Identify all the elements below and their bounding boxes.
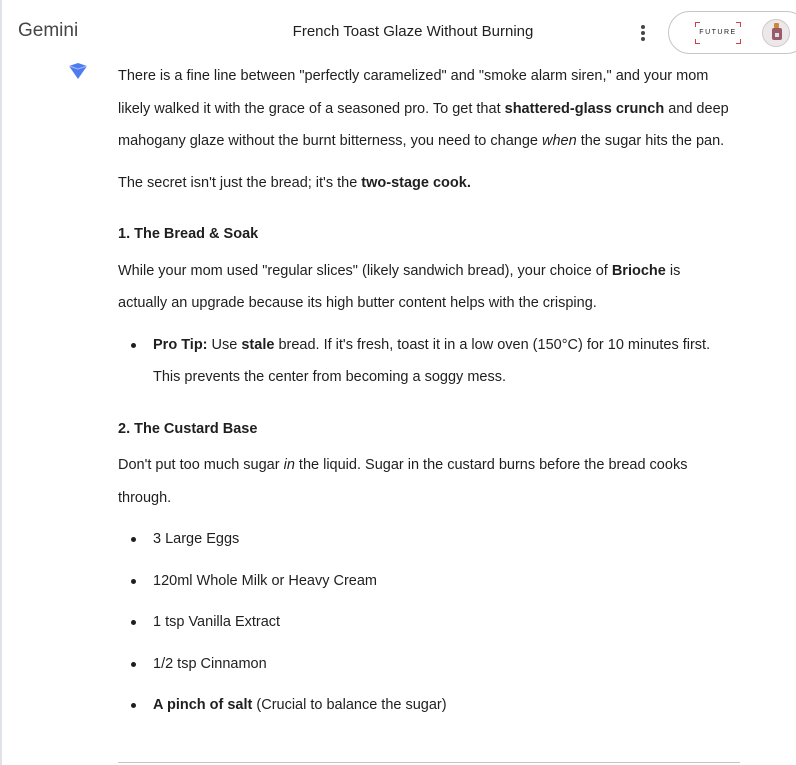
section-heading-custard: 2. The Custard Base xyxy=(118,420,258,437)
gemini-spark-icon xyxy=(68,62,88,80)
ingredient-item: 1/2 tsp Cinnamon xyxy=(118,648,730,681)
ingredient-item: 1 tsp Vanilla Extract xyxy=(118,606,730,639)
pro-tip-item: Pro Tip: Use stale bread. If it's fresh, toast it in a low oven (150°C) for 10 minutes first. This prevents the center from becoming a soggy mess. xyxy=(118,329,730,394)
bread-paragraph: While your mom used "regular slices" (likely sandwich bread), your choice of Brioche is actually an upgrade because its high butter content helps with the crisping. xyxy=(118,262,681,311)
account-switcher[interactable] xyxy=(668,11,796,54)
user-avatar-icon[interactable] xyxy=(762,19,790,47)
response-body xyxy=(118,60,730,722)
left-rail xyxy=(0,0,2,765)
custard-paragraph: Don't put too much sugar in the liquid. Sugar in the custard burns before the bread cooks through. xyxy=(118,457,688,506)
more-vert-icon[interactable] xyxy=(633,22,653,44)
section-divider xyxy=(118,762,740,763)
section-heading-bread: 1. The Bread & Soak xyxy=(118,226,259,242)
intro-paragraph: There is a fine line between "perfectly caramelized" and "smoke alarm siren," and your mom likely walked it with the grace of a seasoned pro. To get that shattered-glass crunch and deep mahogany glaze without the burnt bitterness, you need to change when the sugar hits the pan. xyxy=(118,68,729,149)
conversation-title[interactable]: French Toast Glaze Without Burning xyxy=(292,23,534,40)
secret-paragraph: The secret isn't just the bread; it's the two-stage cook. xyxy=(118,174,471,191)
top-bar xyxy=(0,0,796,64)
org-logo xyxy=(695,22,741,44)
ingredient-item: 120ml Whole Milk or Heavy Cream xyxy=(118,565,730,598)
org-logo-text: FUTURE xyxy=(699,29,737,36)
ingredient-item-salt: A pinch of salt (Crucial to balance the sugar) xyxy=(118,689,730,722)
ingredient-item: 3 Large Eggs xyxy=(118,523,730,556)
app-brand[interactable]: Gemini xyxy=(18,20,79,41)
